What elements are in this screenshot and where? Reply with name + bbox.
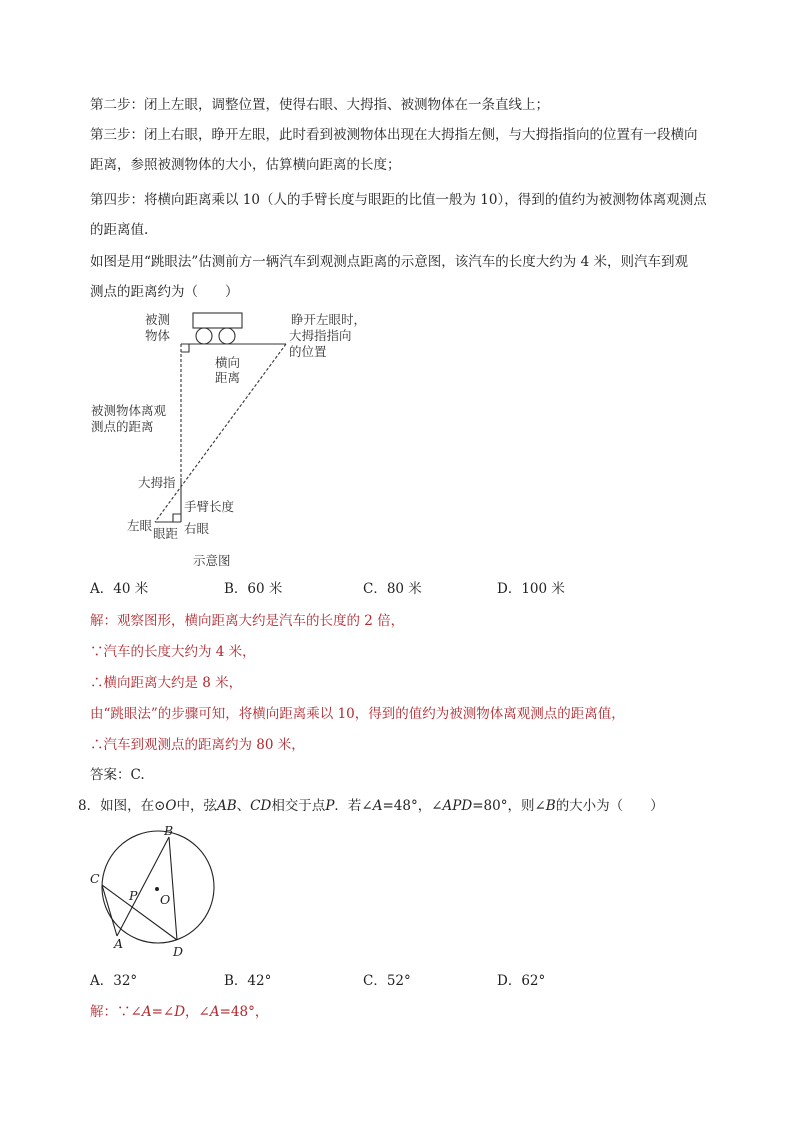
q7-stem-line2: 测点的距离约为（ ） [90,284,239,300]
label-open-left-eye-1: 睁开左眼时， [291,312,367,327]
label-distance-2: 测点的距离 [91,419,154,434]
label-object-2: 物体 [145,328,171,343]
point-a-label: A [114,936,124,951]
step-2-text: 第二步：闭上左眼，调整位置，使得右眼、大拇指、被测物体在一条直线上； [90,97,549,113]
label-arm-length: 手臂长度 [184,499,235,514]
label-left-eye: 左眼 [127,518,153,533]
point-c-label: C [90,871,100,886]
q7-solution-line1: 解：观察图形，横向距离大约是汽车的长度的 2 倍， [90,613,405,629]
q7-option-a: A．40 米 [90,581,149,597]
label-open-left-eye-2: 大拇指指向 [289,328,352,343]
label-thumb: 大拇指 [138,475,176,490]
q7-solution-line2: ∵汽车的长度大约为 4 米， [90,644,256,660]
q8-option-c: C．52° [363,973,411,989]
step-3-text-line2: 距离，参照被测物体的大小，估算横向距离的长度； [90,157,401,173]
point-p-label: P [129,888,138,903]
q7-answer: 答案：C. [90,767,145,783]
q7-stem-line1: 如图是用“跳眼法”估测前方一辆汽车到观测点距离的示意图，该汽车的长度大约为 4 米，则汽车到观 [90,254,688,270]
q8-option-a: A．32° [90,973,138,989]
step-4-text-line2: 的距离值. [90,222,149,238]
q8-option-b: B．42° [224,973,272,989]
point-d-label: D [173,944,184,959]
q8-option-d: D．62° [497,973,546,989]
segment-ca [102,885,117,936]
label-right-eye: 右眼 [184,521,210,536]
label-distance-1: 被测物体离观 [91,403,167,418]
q8-stem: 8．如图，在⊙O中，弦AB、CD相交于点P．若∠A=48°，∠APD=80°，则∠B的大小为（ ） [78,798,664,814]
q7-option-b: B．60 米 [224,581,283,597]
label-open-left-eye-3: 的位置 [289,344,327,359]
point-o-label: O [160,892,171,907]
center-point-o [155,887,159,891]
label-eye-distance: 眼距 [153,526,179,541]
point-b-label: B [164,823,174,838]
chord-ab [117,837,169,936]
q7-solution-line3: ∴横向距离大约是 8 米， [90,675,243,691]
step-4-text-line1: 第四步：将横向距离乘以 10（人的手臂长度与眼距的比值一般为 10），得到的值约为被测物体离观测点 [90,192,707,208]
q7-option-d: D．100 米 [497,581,565,597]
q7-solution-line5: ∴汽车到观测点的距离约为 80 米， [90,737,305,753]
figure-caption: 示意图 [193,553,231,568]
step-3-text-line1: 第三步：闭上右眼，睁开左眼，此时看到被测物体出现在大拇指左侧，与大拇指指向的位置有一段横向 [90,127,698,143]
q8-solution-line1: 解：∵∠A=∠D，∠A=48°， [90,1004,269,1020]
segment-bd [169,837,177,940]
q7-option-c: C．80 米 [363,581,422,597]
label-lateral-2: 距离 [215,370,241,385]
label-object-1: 被测 [145,312,171,327]
label-lateral-1: 横向 [215,355,241,370]
q7-solution-line4: 由“跳眼法”的步骤可知，将横向距离乘以 10，得到的值约为被测物体离观测点的距离值， [90,706,625,722]
